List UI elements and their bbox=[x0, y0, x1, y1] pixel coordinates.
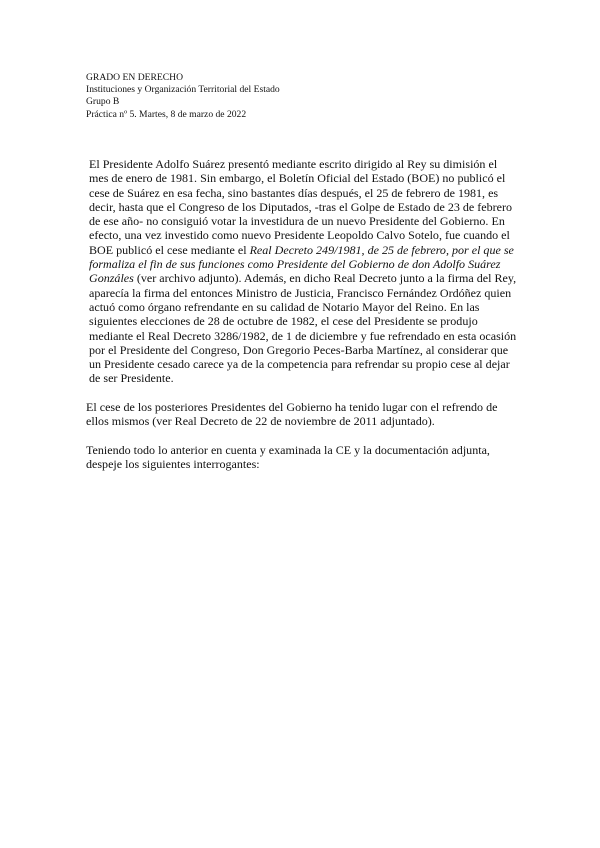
text-line: El Presidente Adolfo Suárez presentó mediante escrito dirigido al Rey su dimisión el bbox=[89, 157, 498, 171]
document-body bbox=[86, 157, 522, 486]
text-line: aparecía la firma del entonces Ministro de Justicia, Francisco Fernández Ordóñez quien bbox=[89, 285, 512, 300]
text-line bbox=[86, 271, 522, 285]
text-span: BOE publicó el cese mediante el bbox=[89, 242, 250, 257]
text-line: mes de enero de 1981. Sin embargo, el Boletín Oficial del Estado (BOE) no publicó el bbox=[89, 171, 506, 186]
text-line: de ese año- no consiguió votar la investidura de un nuevo Presidente del Gobierno. En bbox=[89, 214, 505, 229]
paragraph-1 bbox=[86, 157, 522, 386]
text-line bbox=[86, 243, 522, 257]
paragraph-3 bbox=[86, 443, 522, 472]
practice-date: Práctica nº 5. Martes, 8 de marzo de 2022 bbox=[86, 108, 247, 120]
course-title: GRADO EN DERECHO bbox=[86, 72, 184, 83]
paragraph-2 bbox=[86, 400, 522, 429]
text-line: un Presidente cesado carece ya de la competencia para refrendar su propio cese al dejar bbox=[89, 357, 510, 372]
text-line: El cese de los posteriores Presidentes del Gobierno ha tenido lugar con el refrendo de bbox=[86, 400, 498, 415]
text-line: actuó como órgano refrendante en su calidad de Notario Mayor del Reino. En las bbox=[89, 299, 480, 314]
group-label: Grupo B bbox=[86, 96, 120, 108]
text-line: por el Presidente del Congreso, Don Gregorio Peces-Barba Martínez, al considerar que bbox=[89, 342, 509, 357]
text-line: de ser Presidente. bbox=[89, 371, 174, 386]
decree-title: Real Decreto 249/1981, de 25 de febrero, por el que se bbox=[249, 242, 514, 257]
text-line: efecto, una vez investido como nuevo Presidente Leopoldo Calvo Sotelo, fue cuando el bbox=[89, 228, 510, 243]
text-span: (ver archivo adjunto). Además, en dicho Real Decreto junto a la firma del Rey, bbox=[133, 271, 517, 286]
text-line: Teniendo todo lo anterior en cuenta y examinada la CE y la documentación adjunta, bbox=[86, 442, 490, 457]
text-line: decir, hasta que el Congreso de los Diputados, -tras el Golpe de Estado de 23 de febrero bbox=[89, 199, 513, 214]
decree-title: formaliza el fin de sus funciones como Presidente del Gobierno de don Adolfo Suárez bbox=[89, 257, 501, 272]
text-line: ellos mismos (ver Real Decreto de 22 de noviembre de 2011 adjuntado). bbox=[86, 414, 435, 429]
text-line: siguientes elecciones de 28 de octubre de 1982, el cese del Presidente se produjo bbox=[89, 314, 478, 329]
decree-title: Gonzáles bbox=[89, 271, 134, 286]
document-header bbox=[86, 72, 526, 121]
text-line bbox=[86, 257, 522, 271]
text-line: cese de Suárez en esa fecha, sino bastantes días después, el 25 de febrero de 1981, es bbox=[89, 185, 499, 200]
text-line: despeje los siguientes interrogantes: bbox=[86, 457, 260, 472]
text-line: mediante el Real Decreto 3286/1982, de 1 de diciembre y fue refrendado en esta ocasión bbox=[89, 328, 517, 343]
subject-title: Instituciones y Organización Territorial del Estado bbox=[86, 84, 280, 96]
